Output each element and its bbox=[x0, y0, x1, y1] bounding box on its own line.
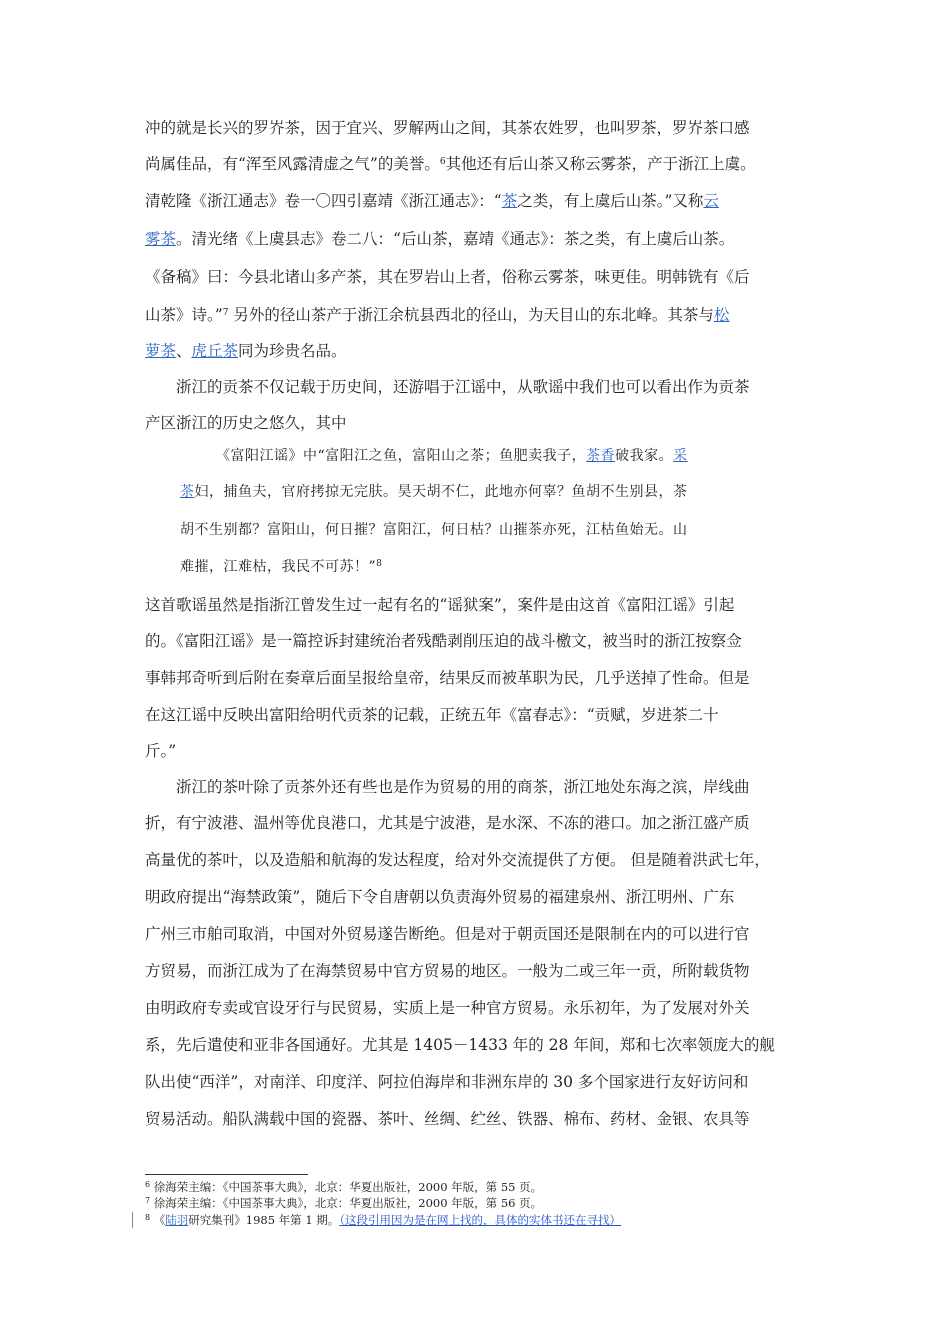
text: 这首歌谣虽然是指浙江曾发生过一起有名的“谣狱案”，案件是由这首《富阳江谣》引起 bbox=[145, 596, 735, 614]
text: 在这江谣中反映出富阳给明代贡茶的记载，正统五年《富春志》：“贡赋，岁进茶二十 bbox=[145, 706, 719, 724]
text: 另外的径山茶产于浙江余杭县西北的径山，为天目山的东北峰。其茶与 bbox=[228, 306, 714, 324]
footnote-ref[interactable]: 7 bbox=[222, 308, 229, 318]
footnote-6 bbox=[145, 1180, 542, 1195]
footnote-8 bbox=[145, 1213, 621, 1228]
text: 的。《富阳江谣》是一篇控诉封建统治者残酷剥削压迫的战斗檄文，被当时的浙江按察佥 bbox=[145, 632, 742, 650]
hyperlink-songluo-tea[interactable]: 松 bbox=[713, 306, 730, 324]
body-line bbox=[145, 405, 810, 441]
text: 队出使“西洋”，对南洋、印度洋、阿拉伯海岸和非洲东岸的 30 多个国家进行友好访问和 bbox=[145, 1073, 749, 1091]
hyperlink-tea-picking[interactable]: 茶 bbox=[180, 484, 195, 500]
change-bar bbox=[132, 1212, 133, 1228]
body-line bbox=[145, 183, 810, 219]
body-line bbox=[145, 953, 810, 989]
text: 斤。” bbox=[145, 742, 177, 760]
hyperlink-tea-picking[interactable]: 采 bbox=[673, 448, 688, 464]
footnote-number: 8 bbox=[145, 1213, 151, 1222]
text: 胡不生别都？富阳山，何日摧？富阳江，何日枯？山摧茶亦死，江枯鱼始无。山 bbox=[180, 522, 688, 538]
body-line bbox=[145, 660, 810, 696]
hyperlink-tea[interactable]: 茶 bbox=[501, 192, 518, 210]
hyperlink-lu-yu[interactable]: 陆羽 bbox=[165, 1213, 189, 1227]
body-line bbox=[145, 623, 810, 659]
text: 广州三市舶司取消，中国对外贸易遂告断绝。但是对于朝贡国还是限制在内的可以进行官 bbox=[145, 925, 750, 943]
text: 山茶》诗。” bbox=[145, 306, 223, 324]
body-line bbox=[145, 842, 810, 878]
body-line bbox=[145, 1027, 810, 1063]
text: 同为珍贵名品。 bbox=[238, 342, 347, 360]
body-line bbox=[145, 110, 810, 146]
hyperlink-huqiu-tea[interactable]: 虎丘茶 bbox=[191, 342, 239, 360]
body-line bbox=[145, 805, 810, 841]
text: 。清光绪《上虞县志》卷二八：“后山茶，嘉靖《通志》：茶之类，有上虞后山茶。 bbox=[176, 230, 735, 248]
footnote-ref[interactable]: 8 bbox=[376, 559, 383, 569]
text: 由明政府专卖或官设牙行与民贸易，实质上是一种官方贸易。永乐初年，为了发展对外关 bbox=[145, 999, 750, 1017]
text: 系，先后遣使和亚非各国通好。尤其是 1405－1433 年的 28 年间，郑和七次率领庞大的舰 bbox=[145, 1036, 775, 1054]
quote-line bbox=[180, 512, 780, 548]
text: 折，有宁波港、温州等优良港口，尤其是宁波港，是水深、不冻的港口。加之浙江盛产质 bbox=[145, 814, 750, 832]
text: 贸易活动。船队满载中国的瓷器、茶叶、丝绸、纻丝、铁器、棉布、药材、金银、农具等 bbox=[145, 1110, 750, 1128]
body-line bbox=[145, 733, 810, 769]
text: 浙江的茶叶除了贡茶外还有些也是作为贸易的用的商茶，浙江地处东海之滨，岸线曲 bbox=[176, 778, 750, 796]
body-line bbox=[145, 587, 810, 623]
body-line bbox=[145, 369, 810, 405]
footnote-text: 研究集刊》1985 年第 1 期。 bbox=[188, 1213, 340, 1227]
quote-line bbox=[180, 549, 780, 585]
text: 妇，捕鱼夫，官府拷掠无完肤。昊天胡不仁，此地亦何辜？鱼胡不生别县，茶 bbox=[194, 484, 688, 500]
body-line bbox=[145, 1064, 810, 1100]
text: 之类，有上虞后山茶。”又称 bbox=[517, 192, 704, 210]
hyperlink-yunwu-tea[interactable]: 雾茶 bbox=[145, 230, 177, 248]
text: 产区浙江的历史之悠久，其中 bbox=[145, 414, 347, 432]
body-line bbox=[145, 1101, 810, 1137]
footnote-text: 徐海荣主编：《中国茶事大典》，北京：华夏出版社，2000 年版，第 56 页。 bbox=[150, 1196, 543, 1210]
body-line bbox=[145, 221, 810, 257]
footnote-text: 《 bbox=[150, 1213, 166, 1227]
footnote-7 bbox=[145, 1196, 542, 1211]
quote-line bbox=[216, 438, 786, 474]
text: 事韩邦奇听到后附在奏章后面呈报给皇帝，结果反而被革职为民，几乎送掉了性命。但是 bbox=[145, 669, 750, 687]
text: 明政府提出“海禁政策”，随后下令自唐朝以负责海外贸易的福建泉州、浙江明州、广东 bbox=[145, 888, 735, 906]
text: 《富阳江谣》中“富阳江之鱼，富阳山之茶；鱼肥卖我子， bbox=[216, 448, 587, 464]
footnote-text: 徐海荣主编：《中国茶事大典》，北京：华夏出版社，2000 年版，第 55 页。 bbox=[150, 1180, 543, 1194]
hyperlink-tea-fragrance[interactable]: 茶香 bbox=[586, 448, 616, 464]
footnote-ref[interactable]: 6 bbox=[439, 157, 446, 167]
revision-note[interactable]: （这段引用因为是在网上找的，具体的实体书还在寻找） bbox=[339, 1213, 622, 1227]
body-line bbox=[145, 146, 810, 182]
text: 冲的就是长兴的罗岕茶，因于宜兴、罗解两山之间，其茶农姓罗，也叫罗茶，罗岕茶口感 bbox=[145, 119, 750, 137]
text: 尚属佳品，有“浑至风露清虚之气”的美誉。 bbox=[145, 155, 440, 173]
footnote-number: 7 bbox=[145, 1196, 151, 1205]
text: 《备稿》曰：今县北诸山多产茶，其在罗岩山上者，俗称云雾茶，味更佳。明韩铣有《后 bbox=[145, 268, 750, 286]
body-line bbox=[145, 333, 810, 369]
hyperlink-songluo-tea[interactable]: 萝茶 bbox=[145, 342, 177, 360]
body-line bbox=[145, 990, 810, 1026]
text: 清乾隆《浙江通志》卷一〇四引嘉靖《浙江通志》：“ bbox=[145, 192, 502, 210]
text: 浙江的贡茶不仅记载于历史间，还游唱于江谣中，从歌谣中我们也可以看出作为贡茶 bbox=[176, 378, 750, 396]
body-line bbox=[145, 297, 810, 333]
footnote-number: 6 bbox=[145, 1180, 151, 1189]
footnote-separator bbox=[145, 1174, 308, 1175]
text: 其他还有后山茶又称云雾茶，产于浙江上虞。 bbox=[445, 155, 756, 173]
body-line bbox=[145, 916, 810, 952]
text: 、 bbox=[176, 342, 192, 360]
body-line bbox=[145, 259, 810, 295]
hyperlink-yunwu-tea[interactable]: 云 bbox=[703, 192, 719, 210]
body-line bbox=[145, 879, 810, 915]
text: 高量优的茶叶，以及造船和航海的发达程度，给对外交流提供了方便。 但是随着洪武七年， bbox=[145, 851, 770, 869]
text: 难摧，江难枯，我民不可苏！” bbox=[180, 559, 377, 575]
text: 方贸易，而浙江成为了在海禁贸易中官方贸易的地区。一般为二或三年一贡，所附载货物 bbox=[145, 962, 750, 980]
text: 破我家。 bbox=[615, 448, 674, 464]
quote-line bbox=[180, 474, 780, 510]
body-line bbox=[145, 697, 810, 733]
body-line bbox=[145, 769, 810, 805]
